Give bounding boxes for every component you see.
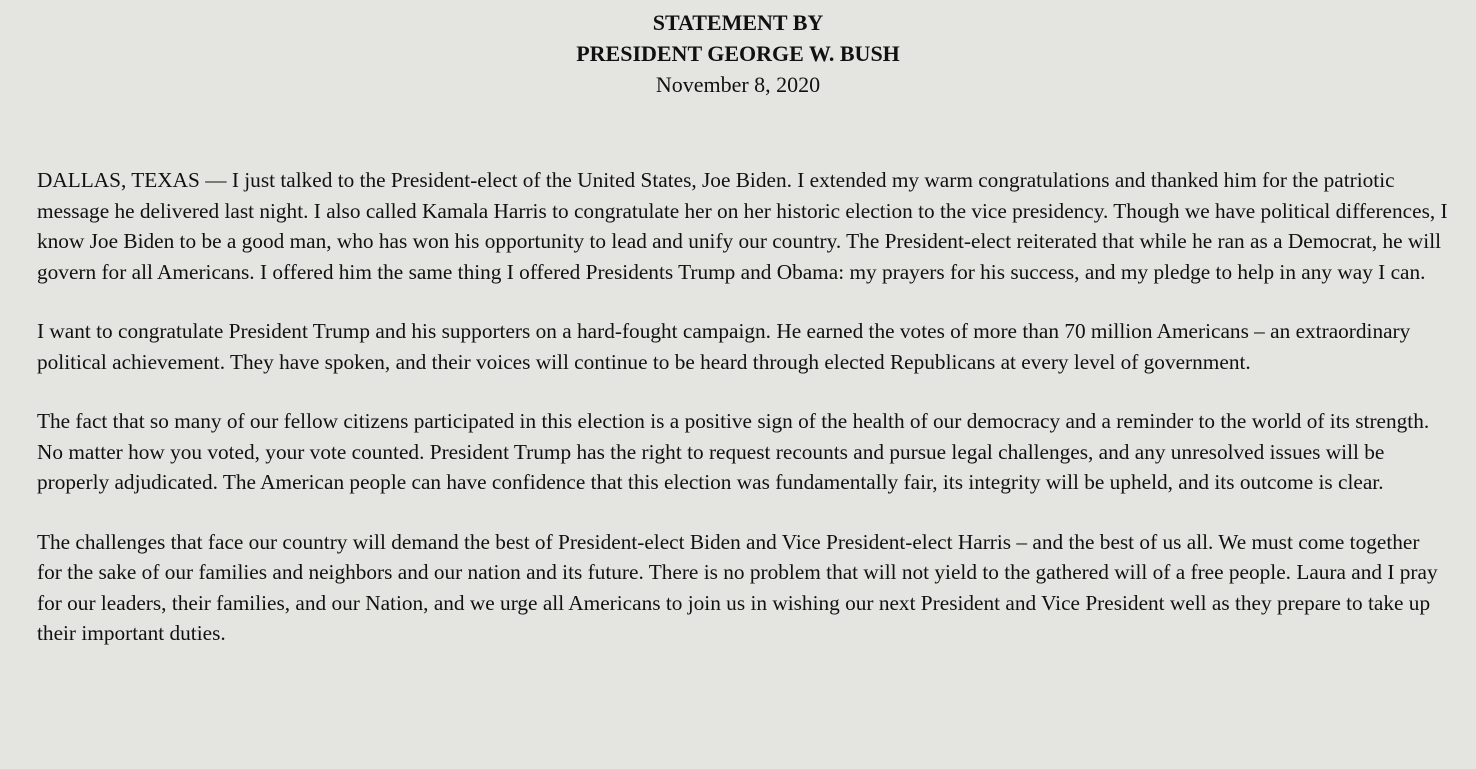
paragraph-4: The challenges that face our country will demand the best of President-elect Biden and Vice President-elect Harris – and the best of us all. We must come together for the sake of our families and neighbors and our nation and its future. There is no problem that will not yield to the gathered will of a free people. Laura and I pray for our leaders, their families, and our Nation, and we urge all Americans to join us in wishing our next President and Vice President well as they prepare to take up their important duties. bbox=[37, 529, 1438, 645]
paragraph-1: DALLAS, TEXAS — I just talked to the President-elect of the United States, Joe Biden. I extended my warm congratulations and thanked him for the patriotic message he delivered last night. I also called Kamala Harris to congratulate her on her historic election to the vice presidency. Though we have political differences, I know Joe Biden to be a good man, who has won his opportunity to lead and unify our country. The President-elect reiterated that while he ran as a Democrat, he will govern for all Americans. I offered him the same thing I offered Presidents Trump and Obama: my prayers for his success, and my pledge to help in any way I can. bbox=[37, 168, 1448, 284]
statement-title-line-2: PRESIDENT GEORGE W. BUSH bbox=[576, 41, 900, 66]
paragraph-3: The fact that so many of our fellow citizens participated in this election is a positive sign of the health of our democracy and a reminder to the world of its strength. No matter how you voted, your vote counted. President Trump has the right to request recounts and pursue legal challenges, and any unresolved issues will be properly adjudicated. The American people can have confidence that this election was fundamentally fair, its integrity will be upheld, and its outcome is clear. bbox=[37, 409, 1430, 494]
statement-date: November 8, 2020 bbox=[655, 72, 821, 97]
paragraph-2: I want to congratulate President Trump and his supporters on a hard-fought campaign. He earned the votes of more than 70 million Americans – an extraordinary political achievement. They have spoken, and their voices will continue to be heard through elected Republicans at every level of government. bbox=[37, 319, 1411, 374]
statement-header bbox=[0, 0, 1476, 100]
statement-title-line-1: STATEMENT BY bbox=[652, 10, 824, 35]
statement-body bbox=[37, 165, 1448, 649]
